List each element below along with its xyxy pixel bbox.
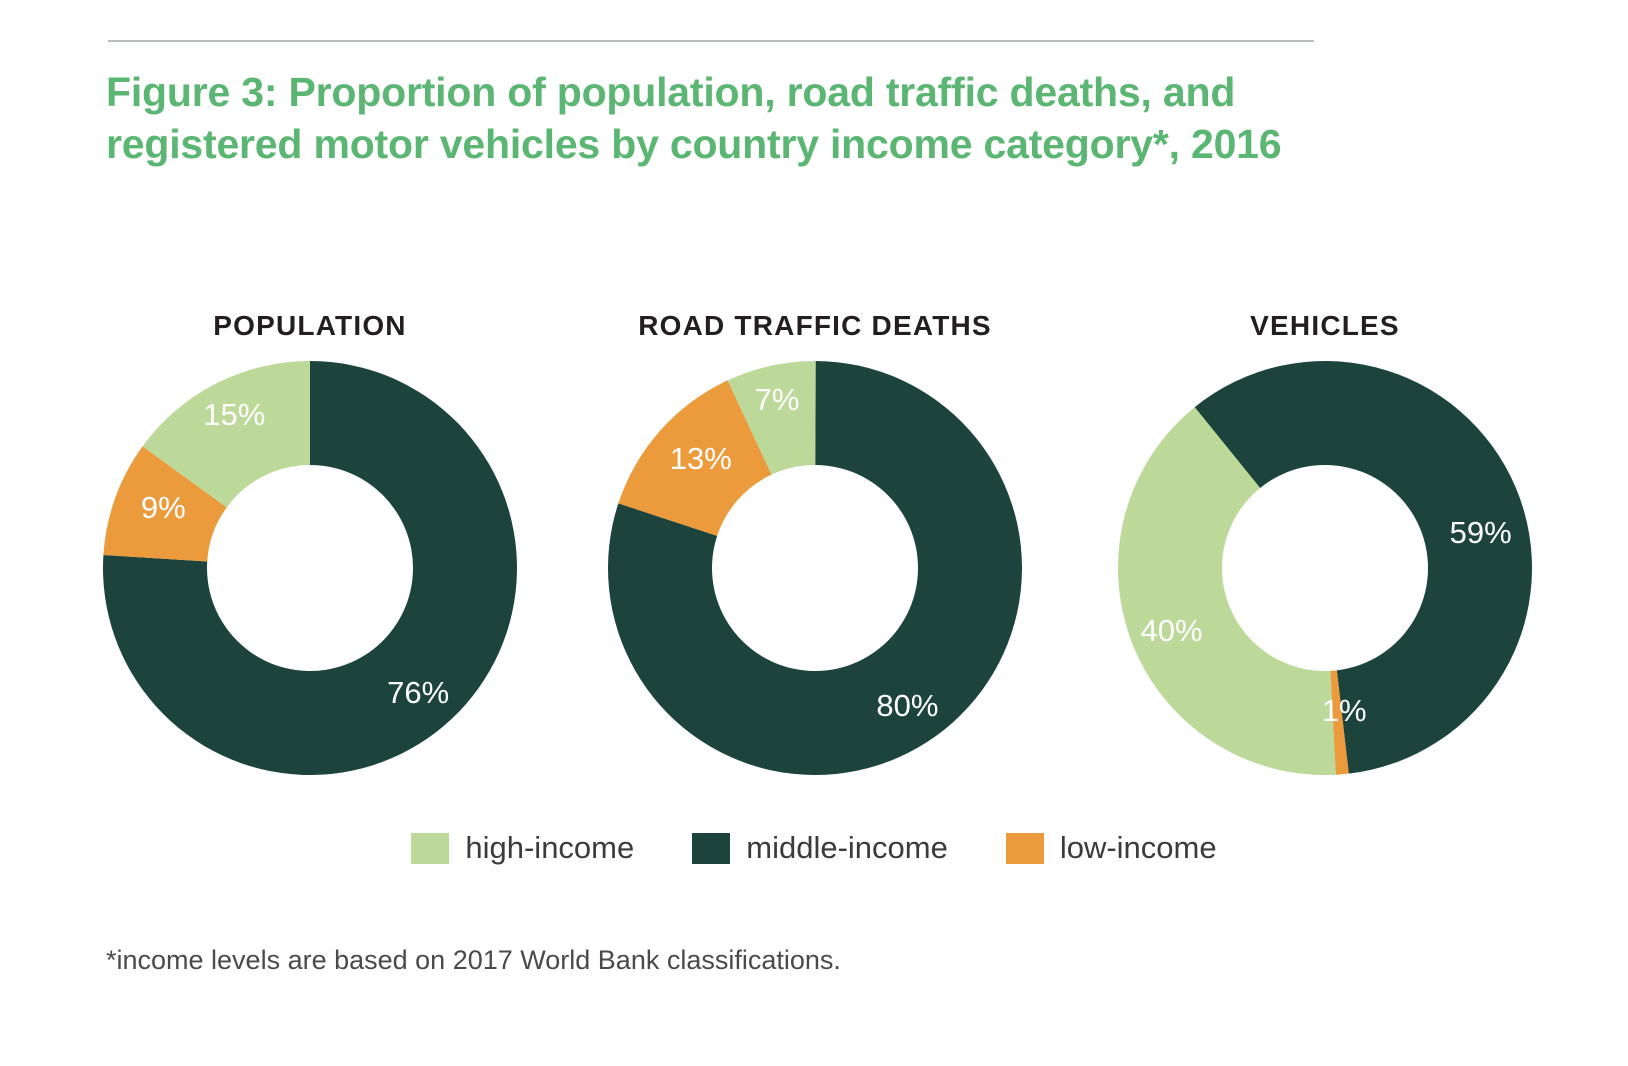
figure-footnote: *income levels are based on 2017 World Bank classifications. <box>106 945 841 975</box>
legend-swatch-high-income <box>411 833 449 864</box>
slice-label: 7% <box>754 381 800 417</box>
slice-label: 9% <box>140 490 186 526</box>
slice-label: 76% <box>387 675 450 711</box>
slice-label: 40% <box>1140 612 1203 648</box>
legend-label-high-income: high-income <box>465 830 635 865</box>
legend-swatch-middle-income <box>692 833 730 864</box>
legend-label-middle-income: middle-income <box>746 830 948 865</box>
chart-road-traffic-deaths <box>580 310 1050 778</box>
legend <box>0 830 1628 866</box>
donut-population <box>100 358 520 778</box>
page-title: Figure 3: Proportion of population, road traffic deaths, and registered motor vehicles by country income category*, 2016 <box>106 69 1282 168</box>
donut-road-traffic-deaths <box>605 358 1025 778</box>
chart-title-population: POPULATION <box>213 310 407 341</box>
slice-label: 15% <box>203 397 266 433</box>
header-divider <box>108 40 1314 42</box>
chart-vehicles <box>1090 310 1560 778</box>
donut-chart-group <box>0 310 1628 830</box>
donut-vehicles <box>1115 358 1535 778</box>
slice-label: 13% <box>669 441 732 477</box>
donut-svg <box>605 358 1025 778</box>
slice-label: 59% <box>1449 514 1512 550</box>
legend-item-middle-income <box>692 830 948 866</box>
chart-title-vehicles: VEHICLES <box>1250 310 1400 341</box>
legend-label-low-income: low-income <box>1059 830 1217 865</box>
chart-population <box>75 310 545 778</box>
slice-label: 1% <box>1321 693 1367 729</box>
slice-label: 80% <box>876 688 939 724</box>
chart-title-road-traffic-deaths: ROAD TRAFFIC DEATHS <box>638 310 992 341</box>
legend-item-high-income <box>411 830 634 866</box>
legend-item-low-income <box>1006 830 1217 866</box>
legend-swatch-low-income <box>1006 833 1044 864</box>
donut-svg <box>100 358 520 778</box>
